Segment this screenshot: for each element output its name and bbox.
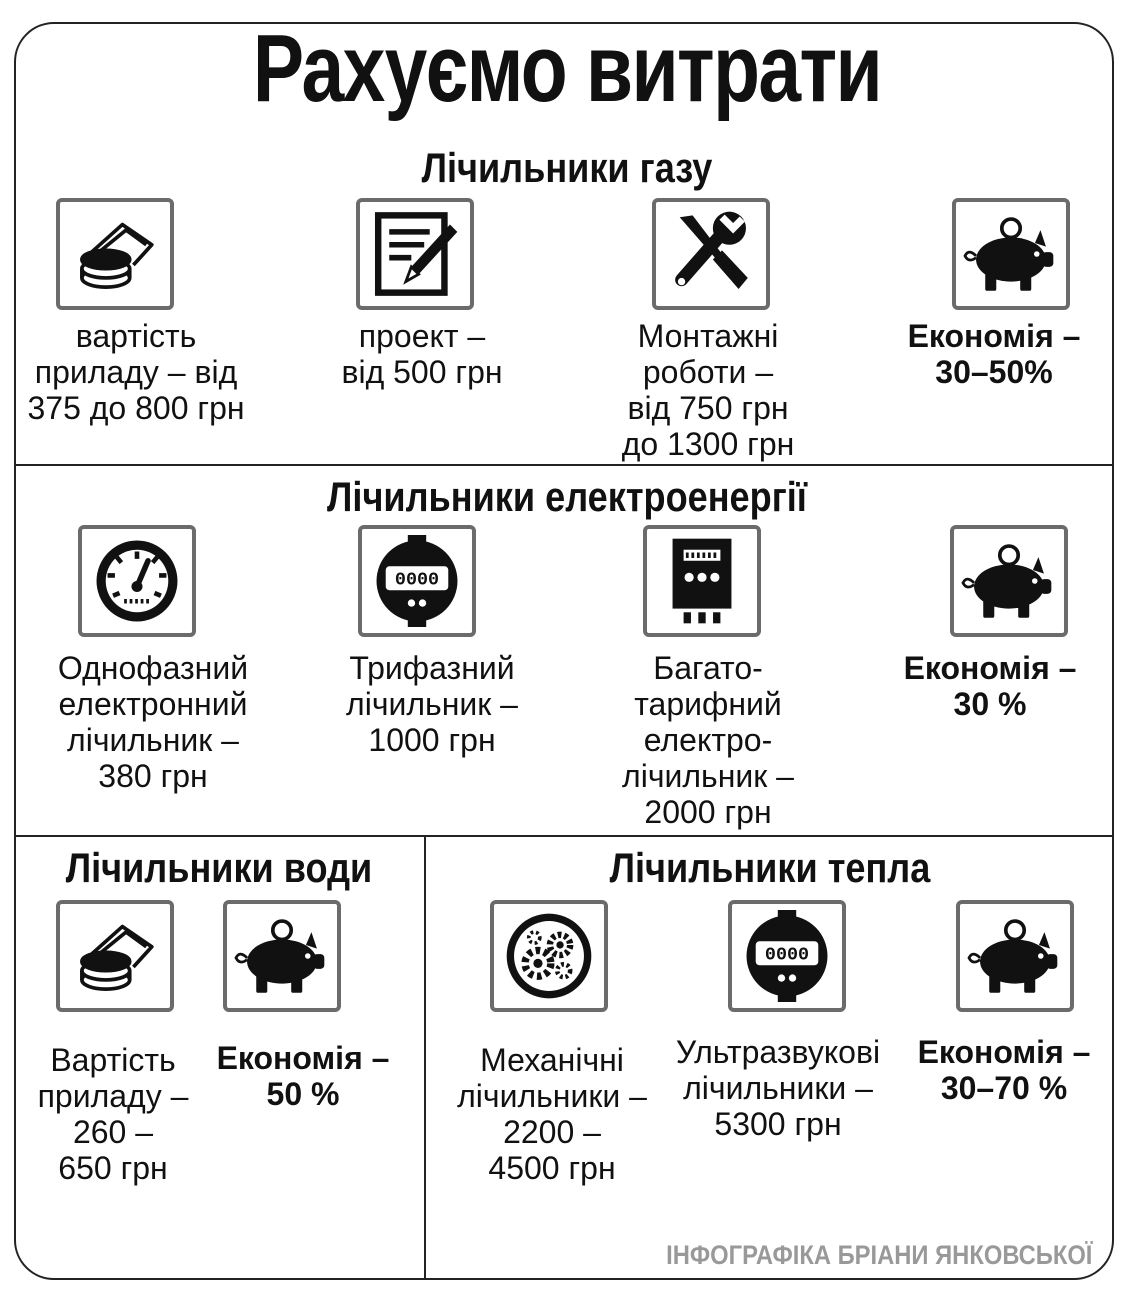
document-pen-icon: [367, 208, 463, 300]
electricity-heading: Лічильники електроенергії: [327, 473, 807, 520]
gas-item-2-label: проект – від 500 грн: [341, 318, 503, 390]
gas-item-2-icon-box: [356, 198, 474, 310]
water-heading: Лічильники води: [65, 844, 373, 891]
water-item-1-label: Вартість приладу – 260 – 650 грн: [37, 1042, 189, 1186]
water-item-2-label: Економія – 50 %: [216, 1040, 390, 1112]
heat-item-3-label: Економія – 30–70 %: [917, 1034, 1091, 1106]
gas-item-4-icon-box: [952, 198, 1070, 310]
electricity-item-3-label: Багато- тарифний електро- лічильник – 2000 грн: [622, 650, 794, 830]
coins-card-icon: [67, 910, 163, 1002]
gas-item-3-label: Монтажні роботи – від 750 грн до 1300 грн: [621, 318, 795, 462]
heat-item-1-label: Механічні лічильники – 2200 – 4500 грн: [457, 1042, 647, 1186]
heat-item-2-label: Ультразвукові лічильники – 5300 грн: [675, 1034, 881, 1142]
piggy-bank-icon: [963, 208, 1059, 300]
gas-item-1-label: вартість приладу – від 375 до 800 грн: [27, 318, 245, 426]
meter-display-readout: 0000: [394, 569, 440, 591]
divider-electricity-water-heat: [14, 835, 1114, 837]
heat-item-3-icon-box: [956, 900, 1074, 1012]
wrench-screwdriver-icon: [663, 208, 759, 300]
infographic-credit: ІНФОГРАФІКА БРІАНИ ЯНКОВСЬКОЇ: [665, 1240, 1092, 1270]
electricity-item-1-icon-box: [78, 525, 196, 637]
electricity-item-4-label: Економія – 30 %: [903, 650, 1077, 722]
heat-item-2-icon-box: [728, 900, 846, 1012]
digital-meter-icon: [739, 910, 835, 1002]
heat-heading: Лічильники тепла: [609, 844, 931, 891]
piggy-bank-icon: [967, 910, 1063, 1002]
gas-item-1-icon-box: [56, 198, 174, 310]
coins-card-icon: [67, 208, 163, 300]
piggy-bank-icon: [234, 910, 330, 1002]
water-item-1-icon-box: [56, 900, 174, 1012]
water-item-2-icon-box: [223, 900, 341, 1012]
piggy-bank-icon: [961, 535, 1057, 627]
gas-heading: Лічильники газу: [421, 144, 713, 191]
dial-gauge-icon: [89, 535, 185, 627]
electricity-item-4-icon-box: [950, 525, 1068, 637]
electricity-item-3-icon-box: [643, 525, 761, 637]
electricity-item-2-icon-box: [358, 525, 476, 637]
electric-panel-icon: [654, 535, 750, 627]
divider-water-heat: [424, 835, 426, 1280]
page-title: Рахуємо витрати: [252, 15, 882, 122]
electricity-item-2-label: Трифазний лічильник – 1000 грн: [346, 650, 518, 758]
electricity-item-1-label: Однофазний електронний лічильник – 380 грн: [57, 650, 249, 794]
digital-meter-icon: [369, 535, 465, 627]
meter-display-readout: 0000: [764, 944, 810, 966]
gas-item-4-label: Економія – 30–50%: [907, 318, 1081, 390]
gas-item-3-icon-box: [652, 198, 770, 310]
gears-meter-icon: [501, 910, 597, 1002]
divider-gas-electricity: [14, 464, 1114, 466]
heat-item-1-icon-box: [490, 900, 608, 1012]
